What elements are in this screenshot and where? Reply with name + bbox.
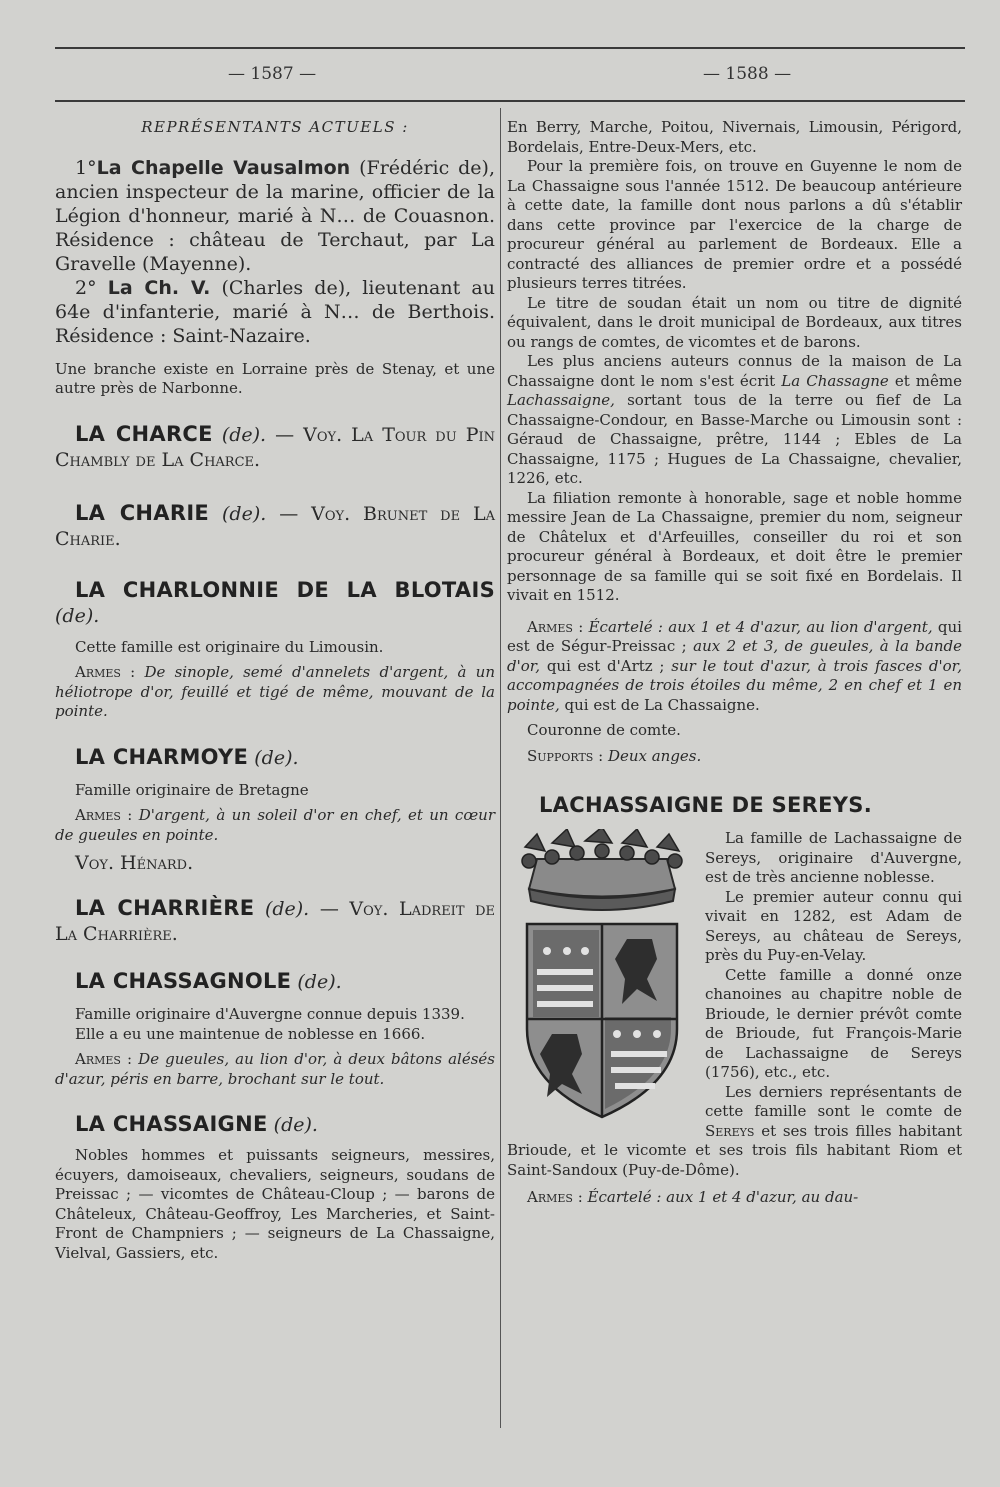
rep1-num: 1° [75,156,97,179]
entry-la-charmoye [55,744,495,876]
entry-text: Famille originaire de Bretagne [75,780,309,799]
chassaigne-p3: Le titre de soudan était un nom ou titre de dignité équivalent, dans le droit municipal de Bordeaux, aux titres ou rangs de comtes, de vicomtes et de barons. [507,293,962,351]
entry-title: LA CHARIE [75,500,210,525]
entry-title: LA CHARLONNIE DE LA BLOTAIS [75,577,495,602]
armes-label: Armes : [75,663,136,681]
coat-of-arms-icon [507,829,697,1121]
entry-title: LA CHARCE [75,421,213,446]
entry-de: (de). [55,604,100,627]
entry-la-charlonnie [55,577,495,722]
supports-label: Supports : [527,746,604,765]
voy-reference: Voy. Hénard. [75,852,194,874]
sereys-armes [507,1188,962,1208]
armes-text: D'argent, à un soleil d'or en chef, et un cœur de gueules en pointe. [55,806,495,844]
entry-text: Nobles hommes et puissants seigneurs, messires, écuyers, damoiseaux, chevaliers, seigneurs, soudans de Preissac ; — vicomtes de Château-Cloup ; — barons de Châteleux, Château-Geoffroy, Les Marcheries, et Saint-Front de Champniers ; — seigneurs de La Chassaigne, Vielval, Gassiers, etc. [55,1146,495,1262]
p4-text-a: Les plus anciens auteurs connus de la maison de La Chassaigne dont le nom s'est écrit [507,352,962,390]
entry-ref: — Voy. La Tour du Pin Chambly de La Charce. [55,423,496,471]
sereys-p4-text-b: et ses trois filles habitant Brioude, et le vicomte et ses trois fils habitant Riom et Saint-Sandoux (Puy-de-Dôme). [507,1121,962,1179]
entry-title: LA CHASSAGNOLE [75,969,292,993]
entry-ref: — Voy. Ladreit de La Charrière. [55,898,495,945]
chassaigne-armes [507,618,962,716]
entry-la-chassaigne [55,1111,495,1263]
rep2-text: (Charles de), lieutenant au 64e d'infanterie, marié à N… de Berthois. Résidence : Saint-Nazaire. [55,276,495,347]
sereys-p1: La famille de Lachassaigne de Sereys, originaire d'Auvergne, est de très ancienne noblesse. [705,829,962,886]
entry-la-charriere [55,895,495,946]
page-number-left: — 1587 — [228,64,317,84]
entry-de: (de). [264,898,310,920]
sereys-p4-smallcaps: Sereys [705,1121,755,1140]
armes-label: Armes : [75,1050,133,1068]
entry-la-chassagnole [55,968,495,1089]
sereys-p3: Cette famille a donné onze chanoines au chapitre noble de Brioude, le dernier prévôt comte de Brioude, fut François-Marie de Lachassaigne de Sereys (1756), etc., etc. [705,965,962,1081]
rep2-num: 2° [75,276,97,299]
armes-text: De sinople, semé d'annelets d'argent, à un héliotrope d'or, feuillé et tigé de même, mouvant de la pointe. [55,663,495,720]
armes-italic-1: Écartelé : aux 1 et 4 d'azur, au lion d'argent, [588,617,933,636]
branche-note: Une branche existe en Lorraine près de Stenay, et une autre près de Narbonne. [55,359,495,397]
armes-label: Armes : [527,617,584,636]
armes-text-3: qui est de La Chassaigne. [564,695,760,714]
entry-de: (de). [297,971,342,993]
entry-de: (de). [254,746,299,769]
entry-de: (de). [221,423,267,446]
column-divider [500,108,501,1428]
armes-text: De gueules, au lion d'or, à deux bâtons alésés d'azur, péris en barre, brochant sur le tout. [55,1050,495,1088]
header-rule-top [55,47,965,49]
entry-la-charce [55,421,495,472]
representant-2 [55,276,495,348]
supports-text: Deux anges. [607,746,702,765]
chassaigne-p4 [507,352,962,489]
representant-1 [55,156,495,276]
p4-italic-2: Lachassaigne, [507,391,615,409]
chassaigne-continued-p1: En Berry, Marche, Poitou, Nivernais, Limousin, Périgord, Bordelais, Entre-Deux-Mers, etc. [507,118,962,156]
p4-text-b: et même [894,371,962,390]
entry-text: Cette famille est originaire du Limousin. [75,637,384,656]
armes-text-2: qui est d'Artz ; [546,656,665,675]
p4-text-c: sortant tous de la terre ou fief de La Chassaigne-Condour, en Basse-Marche ou Limousin sont : Géraud de Chassaigne, prêtre, 1144 ; Ebles de La Chassaigne, 1175 ; Hugues de La Chassaigne, chevalier, 1226, etc. [507,391,962,487]
armes-label: Armes : [75,806,133,824]
armes-italic-3: sur le tout d'azur, à trois fasces d'or, accompagnées de trois étoiles du même, 2 en chef et 1 en pointe, [507,656,962,714]
entry-de: (de). [222,502,267,525]
entry-title: LA CHARRIÈRE [75,896,255,920]
entry-text-2: Elle a eu une maintenue de noblesse en 1666. [75,1024,426,1043]
rep1-text: (Frédéric de), ancien inspecteur de la marine, officier de la Légion d'honneur, marié à N… de Couasnon. Résidence : château de Terchaut, par La Gravelle (Mayenne). [55,156,495,275]
sereys-p4-text-a: Les derniers représentants de cette famille sont le comte de [705,1082,962,1120]
header-rule-bottom [55,100,965,102]
armes-label: Armes : [527,1188,583,1206]
p4-italic-1: La Chassagne [781,371,889,390]
representants-heading: REPRÉSENTANTS ACTUELS : [141,118,409,136]
entry-title: LA CHASSAIGNE [75,1112,268,1136]
armes-text-1: qui est de Ségur-Preissac ; [507,617,962,655]
couronne: Couronne de comte. [527,721,681,739]
entry-title: LACHASSAIGNE DE SEREYS. [539,793,872,817]
page-number-right: — 1588 — [703,64,792,84]
entry-text-1: Famille originaire d'Auvergne connue depuis 1339. [75,1005,465,1023]
armes-italic-2: aux 2 et 3, de gueules, à la bande d'or, [507,637,962,675]
left-column [55,118,495,1263]
entry-lachassaigne-de-sereys [507,792,962,1208]
rep2-name: La Ch. V. [107,276,211,299]
rep1-name: La Chapelle Vausalmon [96,156,351,179]
sereys-p2: Le premier auteur connu qui vivait en 1282, est Adam de Sereys, au château de Sereys, près du Puy-en-Velay. [705,887,962,964]
entry-la-charie [55,500,495,551]
supports [507,747,962,767]
right-column [507,118,962,1208]
entry-title: LA CHARMOYE [75,744,249,769]
entry-de: (de). [273,1114,318,1136]
chassaigne-p2: Pour la première fois, on trouve en Guyenne le nom de La Chassaigne sous l'année 1512. De beaucoup antérieure à cette date, la famille dont nous parlons a dû s'établir dans cette province par l'exercice de la charge de procureur général au parlement de Bordeaux. Elle a contracté des alliances de premier ordre et a possédé plusieurs terres titrées. [507,157,962,292]
chassaigne-p5: La filiation remonte à honorable, sage et noble homme messire Jean de La Chassaigne, premier du nom, seigneur de Châtelux et d'Arfeuilles, conseiller du roi et son procureur général à Bordeaux, et doit être le premier personnage de sa famille qui se soit fixé en Bordelais. Il vivait en 1512. [507,488,962,604]
armes-text: Écartelé : aux 1 et 4 d'azur, au dau- [587,1188,859,1206]
entry-ref: — Voy. Brunet de La Charie. [55,502,496,550]
